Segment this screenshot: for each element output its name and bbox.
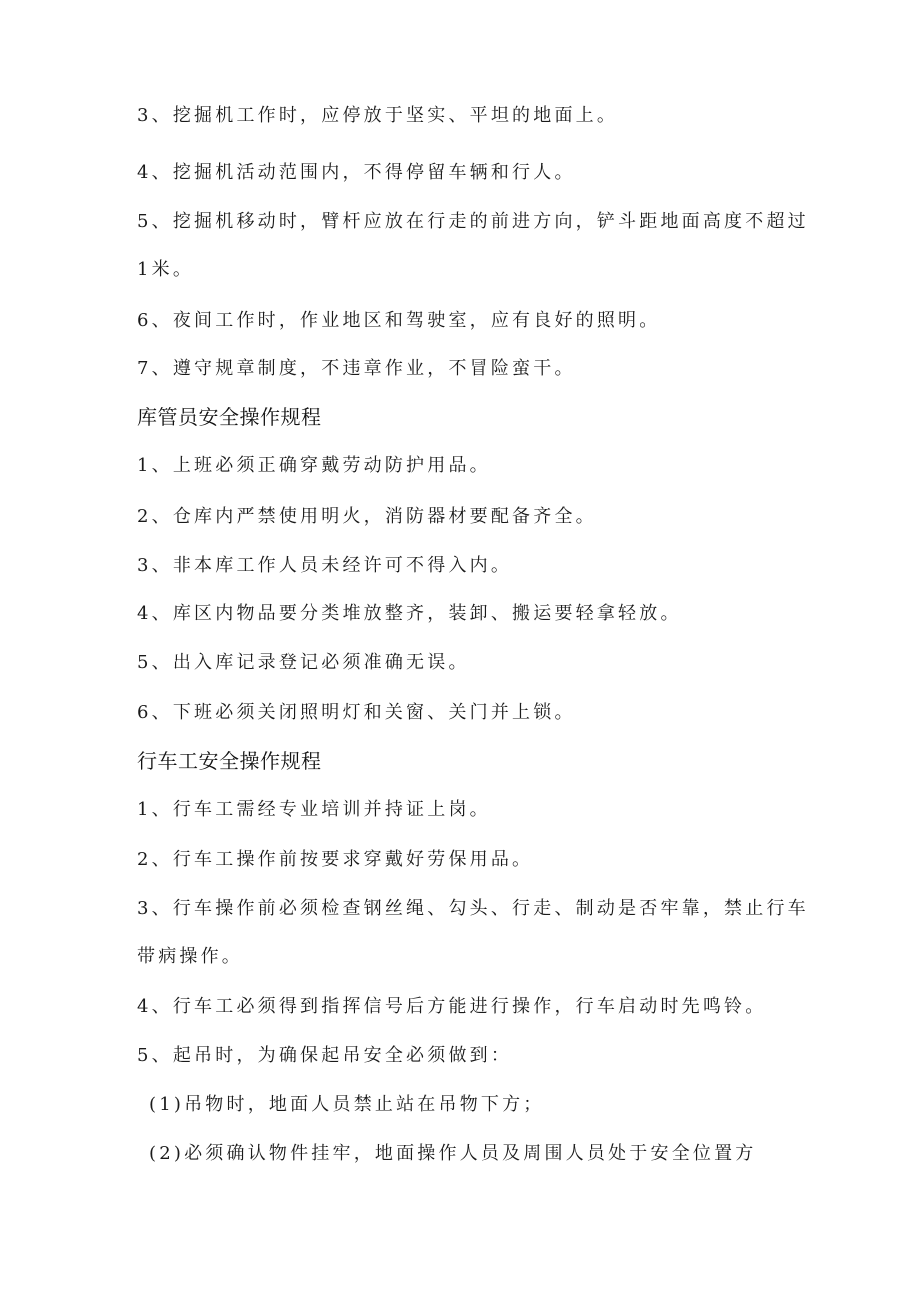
crane-rule-4: 4、行车工必须得到指挥信号后方能进行操作，行车启动时先鸣铃。 xyxy=(137,996,767,1017)
excavator-rule-4: 4、挖掘机活动范围内，不得停留车辆和行人。 xyxy=(137,162,576,183)
warehouse-rule-3: 3、非本库工作人员未经许可不得入内。 xyxy=(137,555,513,576)
warehouse-rule-2: 2、仓库内严禁使用明火，消防器材要配备齐全。 xyxy=(137,506,597,527)
crane-rule-3-line-2: 带病操作。 xyxy=(137,946,243,967)
excavator-rule-7: 7、遵守规章制度，不违章作业，不冒险蛮干。 xyxy=(137,358,576,379)
crane-rule-1: 1、行车工需经专业培训并持证上岗。 xyxy=(137,799,491,820)
warehouse-rule-4: 4、库区内物品要分类堆放整齐，装卸、搬运要轻拿轻放。 xyxy=(137,603,682,624)
crane-rule-2: 2、行车工操作前按要求穿戴好劳保用品。 xyxy=(137,849,534,870)
warehouse-section-title: 库管员安全操作规程 xyxy=(137,405,322,429)
warehouse-rule-5: 5、出入库记录登记必须准确无误。 xyxy=(137,652,470,673)
crane-rule-5-sub-1: (1)吊物时，地面人员禁止站在吊物下方； xyxy=(149,1094,545,1115)
excavator-rule-6: 6、夜间工作时，作业地区和驾驶室，应有良好的照明。 xyxy=(137,310,661,331)
warehouse-rule-1: 1、上班必须正确穿戴劳动防护用品。 xyxy=(137,455,491,476)
warehouse-rule-6: 6、下班必须关闭照明灯和关窗、关门并上锁。 xyxy=(137,702,576,723)
excavator-rule-5-line-2: 1米。 xyxy=(137,259,195,280)
excavator-rule-5-line-1: 5、挖掘机移动时，臂杆应放在行走的前进方向，铲斗距地面高度不超过 xyxy=(137,211,809,232)
crane-rule-5: 5、起吊时，为确保起吊安全必须做到： xyxy=(137,1045,513,1066)
crane-rule-3-line-1: 3、行车操作前必须检查钢丝绳、勾头、行走、制动是否牢靠，禁止行车 xyxy=(137,898,809,919)
excavator-rule-3: 3、挖掘机工作时，应停放于坚实、平坦的地面上。 xyxy=(137,105,619,126)
crane-section-title: 行车工安全操作规程 xyxy=(137,749,322,773)
crane-rule-5-sub-2: (2)必须确认物件挂牢，地面操作人员及周围人员处于安全位置方 xyxy=(149,1143,757,1164)
